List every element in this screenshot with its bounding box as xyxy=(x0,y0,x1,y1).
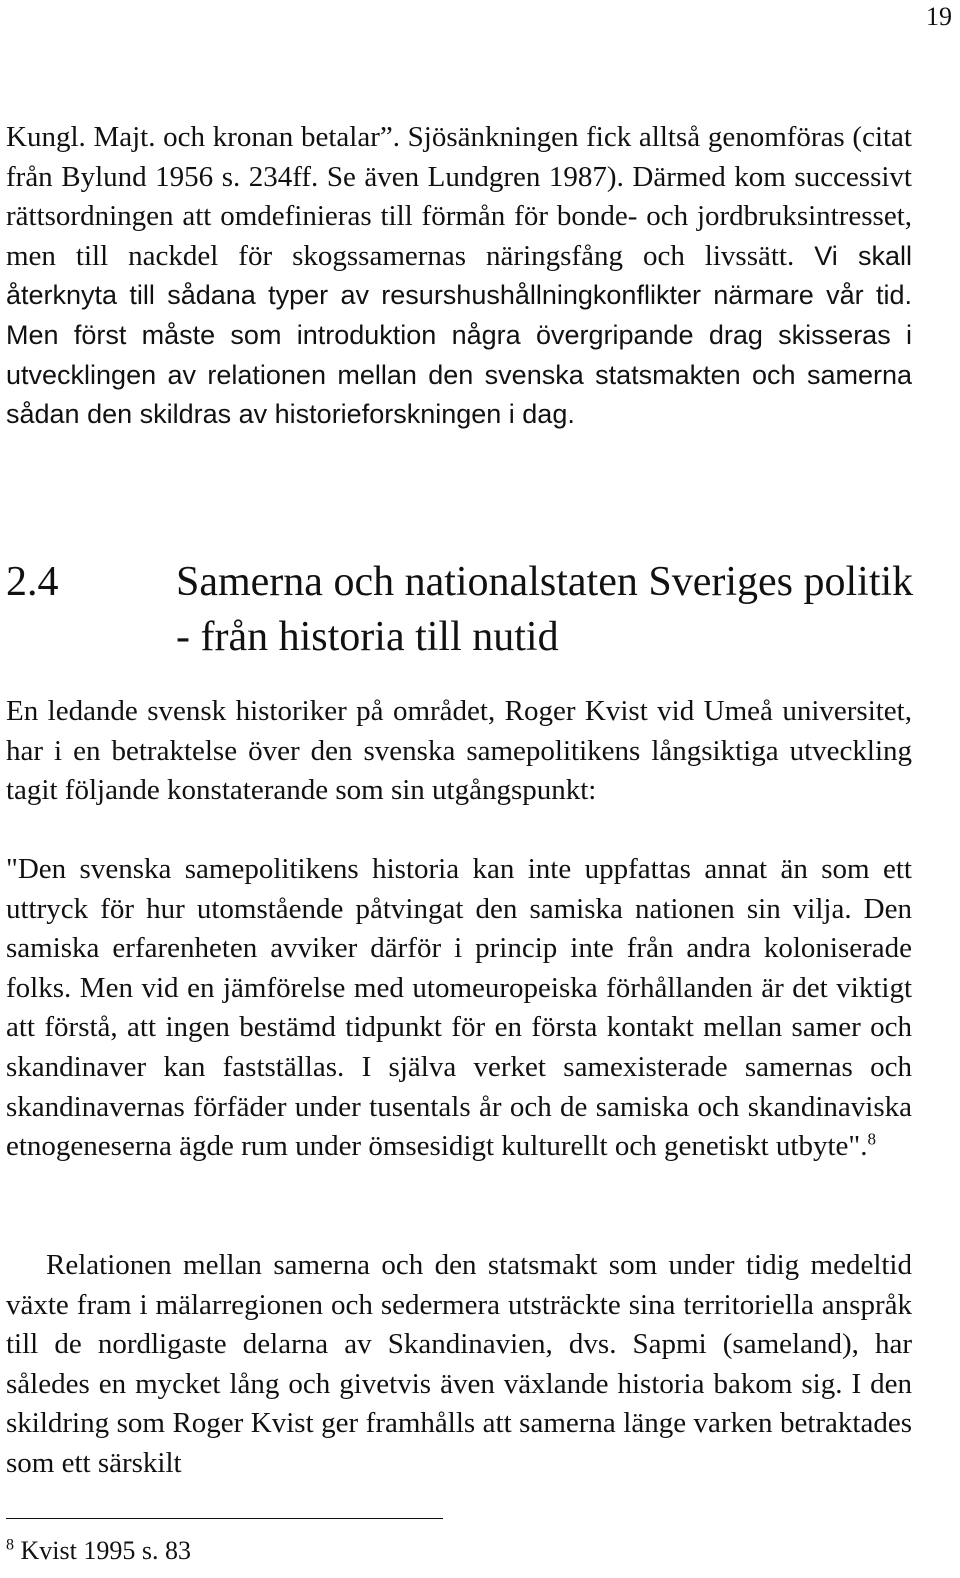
paragraph-intro-sans: Vi skall återknyta till sådana typer av resurshushållningkonflikter närmare vår tid. Men först måste som introduktion några övergripande drag skisseras i utvecklingen av relationen mellan den svenska statsmakten och samerna sådan den skildras av historieforskningen i dag. xyxy=(6,240,913,430)
paragraph-relation: Relationen mellan samerna och den statsmakt som under tidig medeltid växte fram i mälarregionen och sedermera utsträckte sina territoriella anspråk till de nordligaste delarna av Skandinavien, dvs. Sapmi (sameland), har således en mycket lång och givetvis även växlande historia bakom sig. I den skildring som Roger Kvist ger framhålls att samerna länge varken betraktades som ett särskilt xyxy=(6,1249,912,1479)
footnote-marker: 8 xyxy=(6,1536,14,1554)
footnote-divider xyxy=(6,1518,443,1519)
paragraph-quote xyxy=(6,850,912,1167)
section-heading xyxy=(6,555,926,665)
quote-text: "Den svenska samepolitikens historia kan inte uppfattas annat än som ett uttryck för hur utomstående påtvingat den samiska nationen sin vilja. Den samiska erfarenheten avviker därför i princip inte från andra koloniserade folks. Men vid en jämförelse med utomeuropeiska förhållanden är det viktigt att förstå, att ingen bestämd tidpunkt för en första kontakt mellan samer och skandinaver kan fastställas. I själva verket samexisterade samernas och skandinavernas förfäder under tusentals år och de samiska och skandinaviska etnogeneserna ägde rum under ömsesidigt kulturellt och genetiskt utbyte". xyxy=(6,853,912,1163)
footnote-text: Kvist 1995 s. 83 xyxy=(20,1536,191,1565)
section-title: Samerna och nationalstaten Sveriges politik - från historia till nutid xyxy=(176,559,914,660)
footnote xyxy=(6,1534,191,1568)
footnote-reference: 8 xyxy=(867,1129,876,1149)
paragraph-intro-serif: Kungl. Majt. och kronan betalar”. Sjösänkningen fick alltså genomföras (citat från Bylund 1956 s. 234ff. Se även Lundgren 1987). Därmed kom successivt rättsordningen att omdefinieras till förmån för bonde- och jordbruksintresset, men till nackdel för skogssamernas näringsfång och livssätt. xyxy=(6,121,912,272)
page-number: 19 xyxy=(926,2,952,31)
paragraph-intro xyxy=(6,118,912,435)
paragraph-kvist-intro: En ledande svensk historiker på området, Roger Kvist vid Umeå universitet, har i en betraktelse över den svenska samepolitikens långsiktiga utveckling tagit följande konstaterande som sin utgångspunkt: xyxy=(6,695,912,807)
section-number: 2.4 xyxy=(6,559,59,605)
